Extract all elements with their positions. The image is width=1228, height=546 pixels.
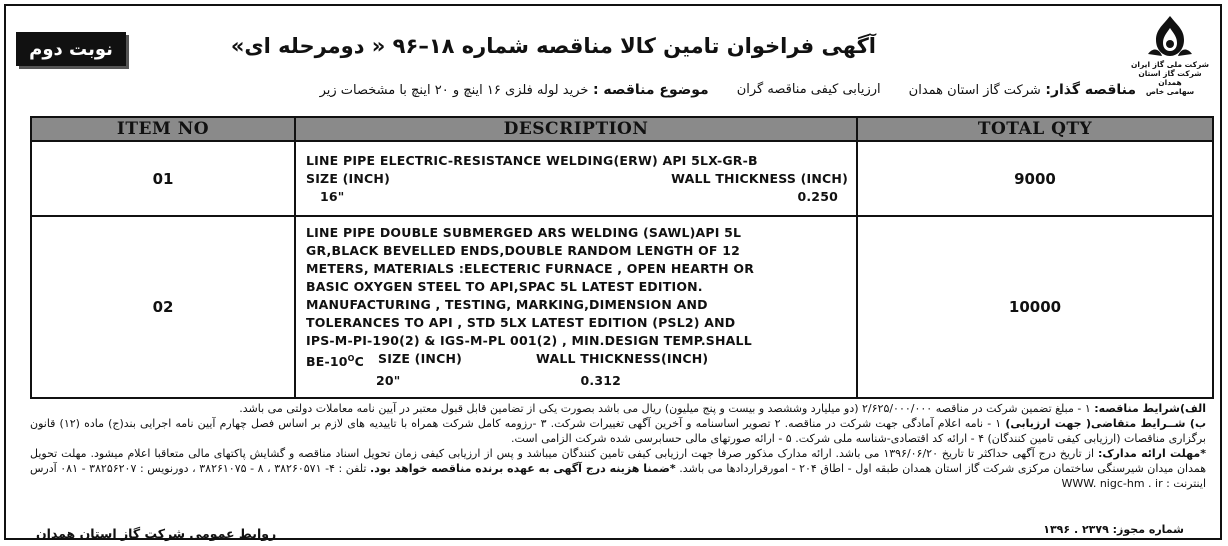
signature: روابط عمومی شرکت گاز استان همدان [36, 526, 277, 541]
size-label: SIZE (INCH) [306, 170, 390, 186]
desc-line: METERS, MATERIALS :ELECTERIC FURNACE , OPEN HEARTH OR [306, 261, 755, 277]
desc-line: LINE PIPE ELECTRIC-RESISTANCE WELDING(ERW) API 5LX-GR-B [306, 152, 758, 168]
table-header-row [31, 117, 1213, 141]
item-description [295, 216, 857, 398]
wall-value: 0.250 [797, 188, 838, 204]
desc-line: GR,BLACK BEVELLED ENDS,DOUBLE RANDOM LENGTH OF 12 [306, 243, 740, 259]
subject-label: موضوع مناقصه : [592, 82, 709, 98]
tender-conditions [30, 401, 1206, 491]
desc-line: MANUFACTURING , TESTING, MARKING,DIMENSION AND [306, 297, 708, 313]
item-quantity: 10000 [857, 216, 1213, 398]
desc-line: BASIC OXYGEN STEEL TO API,SPAC 5L LATEST EDITION. [306, 279, 703, 295]
condition-deadline: *مهلت ارائه مدارک: از تاریخ درج آگهی حداکثر تا تاریخ ۱۳۹۶/۰۶/۲۰ می باشد. ارائه مدارک مذکور صرفا جهت ارزیابی کیفی تامین کنندگان میباشد و پس از ارزیابی کیفی زمان تحویل اسناد مناقصه و گشایش پاکتهای مالی متعاقبا اعلام میشود. مهلت تحویل همدان میدان شیرسنگی ساختمان مرکزی شرکت گاز استان همدان طبقه اول - اطاق ۲۰۴ - امورقراردادها می باشد. *ضمنا هزینه درج آگهی به عهده برنده مناقصه خواهد بود. تلفن : ۴- ۳۸۲۶۰۵۷۱ ، ۸ - ۳۸۲۶۱۰۷۵ ، دورنویس : ۳۸۲۵۶۲۰۷ - ۰۸۱ آدرس اینترنت : WWW. nigc-hm . ir [30, 447, 1207, 490]
table-row [31, 141, 1213, 216]
table-row [31, 216, 1213, 398]
items-table [30, 116, 1214, 399]
wall-label: WALL THICKNESS (INCH) [671, 170, 848, 186]
organizer-value: شرکت گاز استان همدان [908, 83, 1041, 98]
size-value: 20" [376, 372, 401, 388]
design-temp: $BE-10^OC$ [306, 354, 365, 370]
organizer-label: مناقصه گذار: [1045, 82, 1136, 98]
header-description: DESCRIPTION [295, 117, 857, 141]
round-badge: نوبت دوم [16, 32, 126, 66]
item-quantity: 9000 [857, 141, 1213, 216]
desc-line: IPS-M-PI-190(2) & IGS-M-PL 001(2) , MIN.DESIGN TEMP.SHALL [306, 333, 752, 349]
page-title: آگهی فراخوان تامین کالا مناقصه شماره ۱۸–۹۶ « دومرحله ای» [230, 34, 876, 58]
evaluation-text: ارزیابی کیفی مناقصه گران [736, 82, 881, 97]
item-number: 02 [31, 216, 295, 398]
desc-line: TOLERANCES TO API , STD 5LX LATEST EDITION (PSL2) AND [306, 315, 736, 331]
subject-value: خرید لوله فلزی ۱۶ اینچ و ۲۰ اینچ با مشخصات زیر [319, 83, 589, 98]
wall-label: WALL THICKNESS(INCH) [536, 351, 709, 367]
nigc-logo [1130, 14, 1210, 109]
item-description [295, 141, 857, 216]
logo-caption-1: شرکت ملی گاز ایران [1131, 60, 1209, 69]
size-label: SIZE (INCH) [378, 351, 463, 367]
item-number: 01 [31, 141, 295, 216]
wall-value: 0.312 [580, 372, 622, 388]
flame-logo-icon [1142, 14, 1198, 60]
desc-line: LINE PIPE DOUBLE SUBMERGED ARS WELDING (SAWL)API 5L [306, 225, 742, 241]
header-item-no: ITEM NO [31, 117, 295, 141]
size-value: 16" [320, 188, 345, 204]
permit-number: شماره مجوز: ۲۳۷۹ . ۱۳۹۶ [1043, 523, 1184, 536]
tender-info [96, 82, 1136, 104]
header-total-qty: TOTAL QTY [857, 117, 1213, 141]
condition-b: ب) شــرایط متقاضی( جهت ارزیابی) ۱ - نامه اعلام آمادگی جهت شرکت در مناقصه. ۲ تصویر اساسنامه و آخرین آگهی تغییرات شرکت. ۳ -رزومه کامل شرکت همراه با تاییدیه های لازم بر اساس فصل چهارم آیین نامه اجرایی بند(ج) ماده (۱۲) قانون برگزاری مناقصات (ارزیابی کیفی تامین کنندگان) ۴ - ارائه کد اقتصادی-شناسه ملی شرکت. ۵ - ارائه صورتهای مالی حسابرسی شده شرکت الزامی است. [30, 417, 1206, 445]
logo-caption-3: سهامی خاص [1145, 87, 1195, 96]
tender-advertisement [4, 4, 1222, 540]
condition-a: الف)شرایط مناقصه: ۱ - مبلغ تضمین شرکت در مناقصه ۲/۶۲۵/۰۰۰/۰۰۰ (دو میلیارد وششصد و بیست و پنج میلیون) ریال می باشد بصورت یکی از تضامین قابل قبول معتبر در آیین نامه معاملات دولتی می باشد. [239, 402, 1206, 415]
contact-info: تلفن : ۴- ۳۸۲۶۰۵۷۱ ، ۸ - ۳۸۲۶۱۰۷۵ ، دورنویس : ۳۸۲۵۶۲۰۷ - ۰۸۱ آدرس اینترنت : WWW. nigc-hm . ir [30, 462, 1206, 490]
logo-caption-2: شرکت گاز استان همدان [1138, 69, 1202, 87]
